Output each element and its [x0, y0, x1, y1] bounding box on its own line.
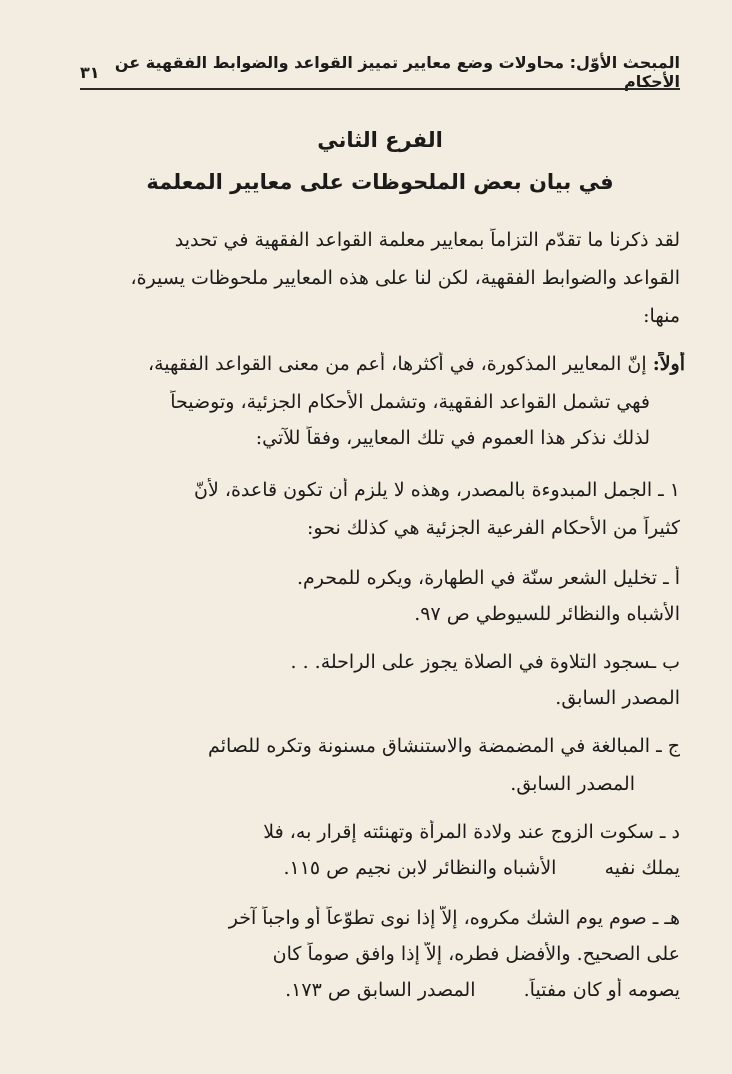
header-rule: [80, 88, 680, 90]
running-header: [80, 53, 680, 91]
example-b-source: المصدر السابق.: [555, 687, 680, 709]
intro-line-2: القواعد والضوابط الفقهية، لكن لنا على هذه المعايير ملحوظات يسيرة،: [130, 267, 680, 289]
point1-text-1: إنّ المعايير المذكورة، في أكثرها، أعم من معنى القواعد الفقهية،: [147, 353, 647, 375]
example-e-line-3: [80, 978, 680, 1004]
point1-line-2: فهي تشمل القواعد الفقهية، وتشمل الأحكام الجزئية، وتوضيحاً: [170, 391, 650, 413]
example-a-text: أ ـ تخليل الشعر سنّة في الطهارة، ويكره للمحرم.: [296, 567, 680, 589]
example-d-text-tail: يملك نفيه: [604, 857, 680, 879]
example-a-source: الأشباه والنظائر للسيوطي ص ٩٧.: [414, 603, 680, 625]
example-e-text-tail: يصومه أو كان مفتياً.: [523, 979, 680, 1001]
header-title: المبحث الأوّل: محاولات وضع معايير تمييز القواعد والضوابط الفقهية عن الأحكام: [114, 53, 680, 91]
intro-line-3: منها:: [643, 305, 680, 327]
point1-line-1: [80, 352, 685, 378]
page-number: ٣١: [80, 62, 100, 82]
example-d-source: الأشباه والنظائر لابن نجيم ص ١١٥.: [283, 857, 557, 879]
example-c-source: المصدر السابق.: [510, 773, 635, 795]
intro-line-1: لقد ذكرنا ما تقدّم التزاماً بمعايير معلمة القواعد الفقهية في تحديد: [174, 229, 680, 251]
item1-line-2: كثيراً من الأحكام الفرعية الجزئية هي كذلك نحو:: [307, 517, 680, 539]
example-d-line-1: د ـ سكوت الزوج عند ولادة المرأة وتهنئته إقرار به، فلا: [263, 821, 680, 843]
point1-line-3: لذلك نذكر هذا العموم في تلك المعايير، وفقاً للآتي:: [255, 427, 650, 449]
example-e-source: المصدر السابق ص ١٧٣.: [285, 979, 476, 1001]
example-e-line-2: على الصحيح. والأفضل فطره، إلاّ إذا وافق صوماً كان: [272, 943, 680, 965]
item1-line-1: ١ ـ الجمل المبدوءة بالمصدر، وهذه لا يلزم أن تكون قاعدة، لأنّ: [194, 479, 680, 501]
example-b-text: ب ـسجود التلاوة في الصلاة يجوز على الراحلة. . .: [290, 651, 680, 673]
example-e-line-1: هـ ـ صوم يوم الشك مكروه، إلاّ إذا نوى تطوّعاً أو واجباً آخر: [228, 907, 680, 929]
section-title: الفرع الثاني: [317, 128, 443, 152]
example-c-text: ج ـ المبالغة في المضمضة والاستنشاق مسنونة وتكره للصائم: [208, 735, 680, 757]
example-d-line-2: [80, 856, 680, 882]
section-subtitle: في بيان بعض الملحوظات على معايير المعلمة: [146, 170, 614, 194]
point1-label: أولاً:: [652, 353, 685, 375]
